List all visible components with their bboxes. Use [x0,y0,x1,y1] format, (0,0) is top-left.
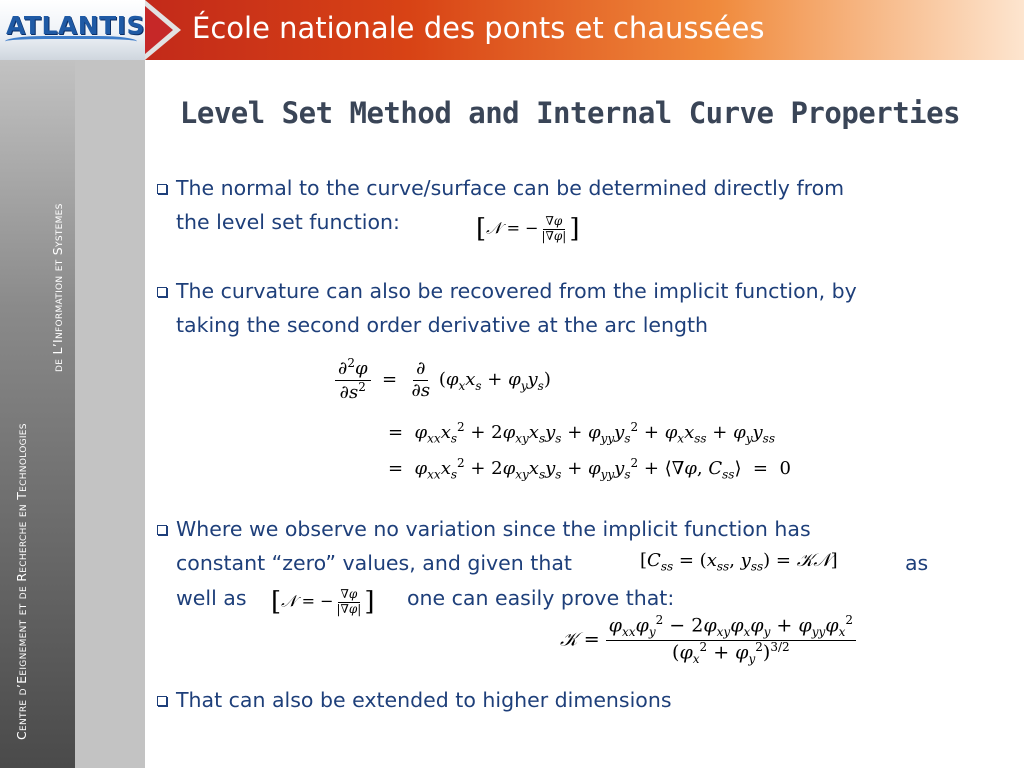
second-derivative-equation: $\frac{\partial^2\varphi}{\partial s^2}$ = $\frac{\partial}{\partial s}$ $(\varphi_xx_s + \varphi_yy_s)$ [335,357,551,403]
bullet2-line2: taking the second order derivative at the arc length [176,313,709,337]
bullet3-line1: Where we observe no variation since the implicit function has [176,517,811,541]
bullet-box-icon [157,696,167,706]
bullet1-line1: The normal to the curve/surface can be determined directly from [176,176,845,200]
css-equation: [$C_{ss} = (x_{ss}$, $y_{ss}$) = 𝒦𝒩] [640,550,838,574]
bullet4-line1: That can also be extended to higher dimensions [176,688,672,712]
institution-name: École nationale des ponts et chaussées [192,11,765,45]
expansion-line-1: = $\varphi_{xx}x_s^2 + 2\varphi_{xy}x_sy_s + \varphi_{yy}y_s^2 + \varphi_xx_{ss} + \varphi_yy_{ss}$ [388,420,775,446]
bullet-box-icon [157,525,167,535]
bullet-box-icon [157,184,167,194]
curvature-formula: 𝒦 = $\frac{\varphi_{xx}\varphi_y^2 - 2\varphi_{xy}\varphi_x\varphi_y + \varphi_{yy}\varphi_x^2}{(\varphi_x^2 + \varphi_y^2)^{3/2}}$ [560,614,856,667]
sidebar-org-line2: de L’Information et Systemes [50,203,65,372]
atlantis-logo [0,0,145,60]
sidebar-light-strip [75,60,145,768]
bullet3-line2a: constant “zero” values, and given that [176,551,572,575]
bullet3-line2b: as [905,551,929,575]
bullet1-line2: the level set function: [176,210,400,234]
expansion-line-2: = $\varphi_{xx}x_s^2 + 2\varphi_{xy}x_sy_s + \varphi_{yy}y_s^2$ + ⟨∇φ, $C_{ss}⟩ = 0$ [388,456,791,482]
header-banner [0,0,1024,60]
bullet3-line3a: well as [176,586,247,610]
slide-title: Level Set Method and Internal Curve Properties [179,96,961,130]
normal-equation: [𝒩 = − $\frac{\nabla\varphi}{|\nabla\varphi|}$ ] [476,213,580,244]
sidebar-dark-strip [0,60,75,768]
normal-equation-inline: [𝒩 = − $\frac{\nabla\varphi}{|\nabla\varphi|}$ ] [271,586,375,617]
bullet-box-icon [157,287,167,297]
sidebar-org-line1: Centre d’Eeignement et de Recherche en Technologies [14,423,29,740]
bullet2-line1: The curvature can also be recovered from the implicit function, by [176,279,857,303]
header-chevron-icon [145,0,181,60]
bullet3-line3b: one can easily prove that: [407,586,675,610]
logo-text: ATLANTIS [6,11,146,40]
logo-swoosh [5,36,137,47]
